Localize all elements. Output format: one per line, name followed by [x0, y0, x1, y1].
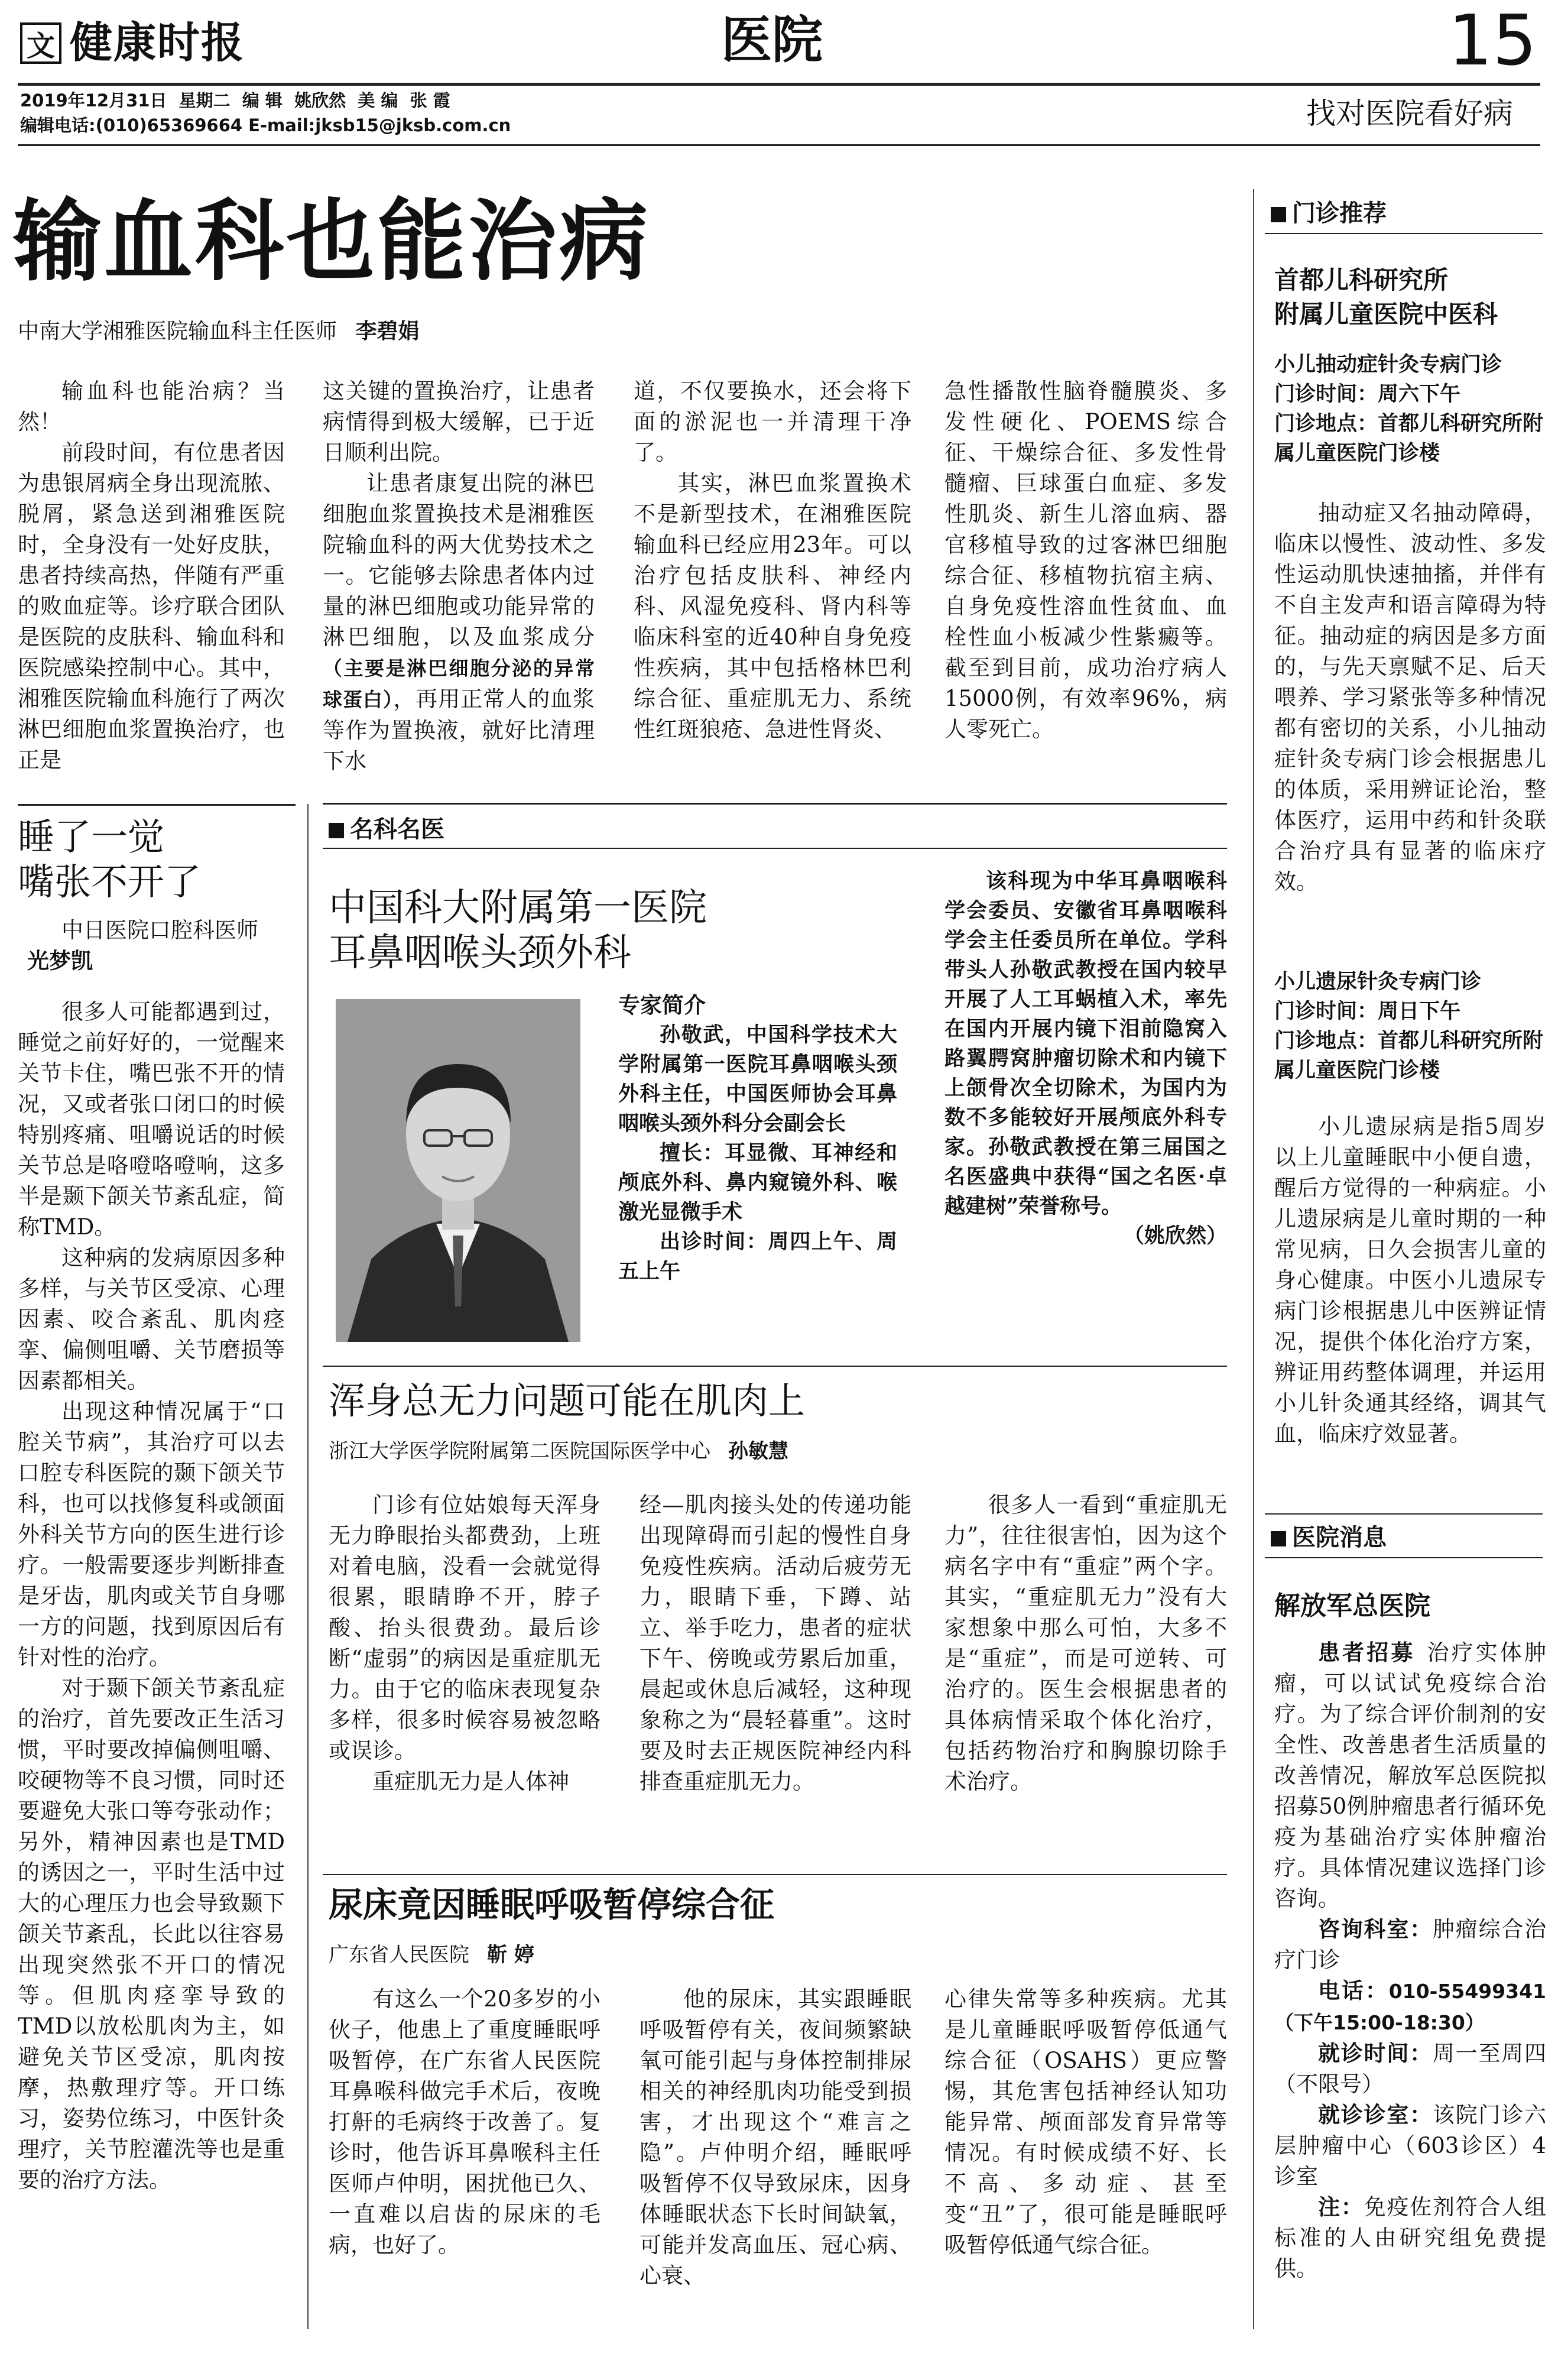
- sidebar-hospital-2: 附属儿童医院中医科: [1274, 300, 1498, 329]
- apnea-col-2: [640, 1984, 911, 2291]
- paragraph: [618, 1227, 897, 1286]
- label: 门诊时间：: [1274, 382, 1378, 406]
- clinic2-time: [1274, 997, 1546, 1026]
- text-run: 让患者康复出院的淋巴细胞血浆置换技术是湘雅医院输血科的两大优势技术之一。它能够去除患者体内过量的淋巴细胞或功能异常的淋巴细胞，以及血浆成分: [323, 471, 595, 650]
- clinic1-title: 小儿抽动症针灸专病门诊: [1274, 353, 1502, 377]
- clinic1-place: [1274, 409, 1546, 468]
- apnea-col-1: [329, 1984, 601, 2261]
- page-number: 15: [1448, 0, 1537, 81]
- square-icon: [329, 823, 344, 838]
- apnea-byline: [329, 1940, 534, 1970]
- byline-org: 广东省人民医院: [329, 1943, 469, 1967]
- square-icon: [1271, 1531, 1286, 1546]
- paragraph: 有这么一个20多岁的小伙子，他患上了重度睡眠呼吸暂停，在广东省人民医院耳鼻喉科做完手术后，夜晚打鼾的毛病终于改善了。复诊时，他告诉耳鼻喉科主任医师卢仲明，困扰他已久、一直难以启齿的尿床的毛病，也好了。: [329, 1986, 601, 2258]
- lead-title: 输血科也能治病: [13, 189, 651, 293]
- paragraph: 很多人一看到“重症肌无力”，往往很害怕，因为这个病名字中有“重症”两个字。其实，“重症肌无力”没有大家想象中那么可怕，大多不是“重症”，而是可逆转、可治疗的。医生会根据患者的具体病情采取个体化治疗，包括药物治疗和胸腺切除手术治疗。: [944, 1492, 1227, 1794]
- jaw-body: [18, 997, 285, 2196]
- paragraph: 心律失常等多种疾病。尤其是儿童睡眠呼吸暂停低通气综合征（OSAHS）更应警惕，其危害包括神经认知功能异常、颅面部发育异常等情况。有时候成绩不好、长不高、多动症、甚至变“丑”了，很可能是睡眠呼吸暂停低通气综合征。: [944, 1986, 1227, 2258]
- famous-label-rule: [323, 848, 1227, 849]
- muscle-col-3: [944, 1490, 1227, 1797]
- lead-col-1: [18, 376, 285, 776]
- paragraph: [1274, 2100, 1546, 2192]
- logo-icon: [20, 22, 61, 64]
- news-section-rule: [1265, 1557, 1543, 1558]
- contact-line: 编辑电话:(010)65369664 E-mail:jksb15@jksb.com.cn: [20, 115, 511, 135]
- byline-org: 中日医院口腔科医师: [61, 917, 258, 943]
- paper-name: 健康时报: [70, 17, 245, 67]
- clinic1-time: [1274, 380, 1546, 409]
- byline-org: 浙江大学医学院附属第二医院国际医学中心: [329, 1439, 710, 1463]
- specialty: 耳显微、耳神经和颅底外科、鼻内窥镜外科、喉激光显微手术: [618, 1141, 897, 1224]
- phone-label: 电话：: [1318, 1978, 1389, 2003]
- paragraph: 抽动症又名抽动障碍，临床以慢性、波动性、多发性运动肌快速抽搐，并伴有不自主发声和语言障碍为特征。抽动症的病因是多方面的，与先天禀赋不足、后天喂养、学习紧张等多种情况都有密切的关系，小儿抽动症针灸专病门诊会根据患儿的体质，采用辨证论治，整体医疗，运用中药和针灸联合治疗具有显著的临床疗效。: [1274, 500, 1546, 894]
- editor-tag: （姚欣然）: [1123, 1224, 1227, 1248]
- clinic2-info: [1274, 967, 1546, 1085]
- value: 首都儿科研究所附属儿童医院门诊楼: [1274, 1029, 1544, 1082]
- famous-title-2: 耳鼻咽喉头颈外科: [329, 931, 631, 975]
- muscle-title: 浑身总无力问题可能在肌肉上: [329, 1379, 806, 1422]
- paragraph: [323, 468, 595, 777]
- square-icon: [1271, 207, 1286, 222]
- byline-name: 李碧娟: [355, 319, 420, 343]
- byline-name: 孙敏慧: [728, 1439, 788, 1463]
- paragraph: [1274, 2038, 1546, 2100]
- portrait-svg: [336, 999, 580, 1342]
- label: 门诊时间：: [1274, 1000, 1378, 1023]
- consult: 肿瘤综合治疗门诊: [1274, 1917, 1547, 1973]
- apnea-col-3: [944, 1984, 1227, 2261]
- consult-label: 咨询科室：: [1318, 1917, 1433, 1942]
- byline-org: 中南大学湘雅医院输血科主任医师: [18, 319, 337, 343]
- paragraph: 小儿遗尿病是指5周岁以上儿童睡眠中小便自遗，醒后方觉得的一种病症。小儿遗尿病是儿童时期的一种常见病，日久会损害儿童的身心健康。中医小儿遗尿专病门诊根据患儿中医辨证情况，提供个体化治疗方案，辨证用药整体调理，并运用小儿针灸通其经络，调其气血，临床疗效显著。: [1274, 1114, 1546, 1447]
- paragraph: 他的尿床，其实跟睡眠呼吸暂停有关，夜间频繁缺氧可能引起与身体控制排尿相关的神经肌肉功能受到损害，才出现这个“难言之隐”。卢仲明介绍，睡眠呼吸暂停不仅导致尿床，因身体睡眠状态下长时间缺氧，可能并发高血压、冠心病、心衰、: [640, 1986, 911, 2288]
- paragraph: [1274, 1638, 1546, 1914]
- section-label: 名科名医: [350, 816, 444, 843]
- clinic-section-rule: [1265, 233, 1543, 234]
- expert-name: 孙敬武，: [660, 1023, 746, 1047]
- logo-char: 文: [26, 29, 55, 63]
- portrait-photo: [336, 999, 580, 1342]
- date-line: 2019年12月31日 星期二 编 辑 姚欣然 美 编 张 霞: [20, 90, 450, 111]
- news-top-rule: [1265, 1513, 1543, 1515]
- expert-label: 专家简介: [618, 993, 706, 1018]
- clinic-section-label: [1271, 199, 1387, 228]
- clinic2-title: 小儿遗尿针灸专病门诊: [1274, 970, 1482, 994]
- muscle-col-2: [640, 1490, 911, 1797]
- visit-room-label: 就诊诊室：: [1318, 2102, 1433, 2128]
- paragraph: [618, 1020, 897, 1139]
- recruit-text: 治疗实体肿瘤，可以试试免疫综合治疗。为了综合评价制剂的安全性、改善患者生活质量的改善情况，解放军总医院拟招募50例肿瘤患者行循环免疫为基础治疗实体肿瘤治疗。具体情况建议选择门诊咨询。: [1274, 1640, 1546, 1911]
- paragraph: [618, 1139, 897, 1227]
- paragraph: 急性播散性脑脊髓膜炎、多发性硬化、POEMS综合征、干燥综合征、多发性骨髓瘤、巨球蛋白血症、多发性肌炎、新生儿溶血病、器官移植导致的过客淋巴细胞综合征、移植物抗宿主病、自身免疫性溶血性贫血、血栓性血小板减少性紫癜等。截至到目前，成功治疗病人15000例，有效率96%，病人零死亡。: [944, 378, 1227, 742]
- clinic2-place: [1274, 1026, 1546, 1085]
- byline-name: 光梦凯: [27, 948, 93, 974]
- muscle-top-rule: [323, 1366, 1227, 1367]
- clinic: 周四上午、周五上午: [618, 1230, 897, 1283]
- clinic2-text: [1274, 1111, 1546, 1450]
- lead-col-2: [323, 376, 595, 777]
- byline-name: 靳 婷: [487, 1943, 534, 1967]
- apnea-title: 尿床竟因睡眠呼吸暂停综合征: [329, 1885, 775, 1925]
- apnea-top-rule: [323, 1874, 1227, 1875]
- section-title: 医院: [721, 10, 823, 70]
- visit-time-label: 就诊时间：: [1318, 2041, 1433, 2066]
- paragraph: 重症肌无力是人体神: [372, 1769, 569, 1794]
- lead-col-3: [634, 376, 911, 745]
- note: 免疫佐剂符合人组标准的人由研究组免费提供。: [1274, 2194, 1547, 2281]
- sidebar-divider: [1253, 189, 1254, 2329]
- paragraph: 对于颞下颌关节紊乱症的治疗，首先要改正生活习惯，平时要改掉偏侧咀嚼、咬硬物等不良习惯，同时还要避免大张口等夸张动作；另外，精神因素也是TMD的诱因之一，平时生活中过大的心理压力也会导致颞下颌关节紊乱，长此以往容易出现突然张不开口的情况等。但肌肉痉挛导致的TMD以放松肌肉为主，如避免关节区受凉，肌肉按摩，热敷理疗等。开口练习，姿势位练习，中医针灸理疗，关节腔灌洗等也是重要的治疗方法。: [18, 1675, 285, 2193]
- news-hospital: 解放军总医院: [1274, 1591, 1430, 1621]
- section-label: 门诊推荐: [1292, 200, 1387, 227]
- famous-right-text: [944, 867, 1227, 1251]
- paragraph: 这种病的发病原因多种多样，与关节区受凉、心理因素、咬合紊乱、肌肉痉挛、偏侧咀嚼、关节磨损等因素都相关。: [18, 1245, 285, 1393]
- clinic1-text: [1274, 498, 1546, 897]
- value: 周六下午: [1378, 382, 1461, 406]
- visit-room: 该院门诊六层肿瘤中心（603诊区）4诊室: [1274, 2102, 1547, 2189]
- paragraph: 门诊有位姑娘每天浑身无力睁眼抬头都费劲，上班对着电脑，没看一会就觉得很累，眼睛睁不开，脖子酸、抬头很费劲。最后诊断“虚弱”的病因是重症肌无力。由于它的临床表现复杂多样，很多时候容易被忽略或误诊。: [329, 1492, 601, 1763]
- paragraph: 前段时间，有位患者因为患银屑病全身出现流脓、脱屑，紧急送到湘雅医院时，全身没有一处好皮肤，患者持续高热，伴随有严重的败血症等。诊疗联合团队是医院的皮肤科、输血科和医院感染控制中心。其中，湘雅医院输血科施行了两次淋巴细胞血浆置换治疗，也正是: [18, 440, 285, 773]
- clinic-label: 出诊时间：: [660, 1230, 768, 1254]
- paragraph: [1274, 1914, 1546, 1976]
- slogan: 找对医院看好病: [1306, 96, 1513, 131]
- jaw-title-1: 睡了一觉: [18, 815, 165, 858]
- expert-bio: 中国科学技术大学附属第一医院耳鼻咽喉头颈外科主任，中国医师协会耳鼻咽喉头颈外科分会副会长: [618, 1023, 897, 1136]
- jaw-byline: [18, 915, 285, 977]
- sidebar-hospital-1: 首都儿科研究所: [1274, 265, 1449, 294]
- specialty-label: 擅长：: [660, 1141, 725, 1165]
- label: 门诊地点：: [1274, 412, 1378, 436]
- note-label: 注：: [1318, 2194, 1364, 2220]
- expert-intro: [618, 991, 897, 1286]
- news-section-label: [1271, 1523, 1387, 1552]
- lead-col-4: [944, 376, 1227, 745]
- jaw-title-2: 嘴张不开了: [18, 860, 202, 903]
- phone: 010-55499341（下午15:00-18:30）: [1274, 1980, 1546, 2034]
- paragraph: 其实，淋巴血浆置换术不是新型技术，在湘雅医院输血科已经应用23年。可以治疗包括皮肤科、神经内科、风湿免疫科、肾内科等临床科室的近40种自身免疫性疾病，其中包括格林巴利综合征、重症肌无力、系统性红斑狼疮、急进性肾炎、: [634, 471, 911, 742]
- paragraph: 输血科也能治病？当然！: [18, 378, 285, 435]
- paragraph: 经—肌肉接头处的传递功能出现障碍而引起的慢性自身免疫性疾病。活动后疲劳无力，眼睛下垂，下蹲、站立、举手吃力，患者的症状下午、傍晚或劳累后加重，晨起或休息后减轻，这种现象称之为“晨轻暮重”。这时要及时去正规医院神经内科排查重症肌无力。: [640, 1492, 911, 1794]
- recruit-label: 患者招募: [1318, 1640, 1416, 1665]
- muscle-byline: [329, 1437, 788, 1466]
- paragraph: 该科现为中华耳鼻咽喉科学会委员、安徽省耳鼻咽喉科学会主任委员所在单位。学科带头人孙敬武教授在国内较早开展了人工耳蜗植入术，率先在国内开展内镜下泪前隐窝入路翼腭窝肿瘤切除术和内镜下上颌骨次全切除术，为国内为数不多能较好开展颅底外科专家。孙敬武教授在第三届国之名医盛典中获得“国之名医·卓越建树”荣誉称号。: [944, 869, 1227, 1218]
- value: 周日下午: [1378, 1000, 1461, 1023]
- paragraph: 出现这种情况属于“口腔关节病”，其治疗可以去口腔专科医院的颞下颌关节科，也可以找修复科或颌面外科关节方向的医生进行诊疗。一般需要逐步判断排查是牙齿，肌肉或关节自身哪一方的问题，找到原因后有针对性的治疗。: [18, 1399, 285, 1670]
- jaw-top-rule: [18, 804, 296, 806]
- visit-time: 周一至周四（不限号）: [1274, 2041, 1547, 2097]
- news-body: [1274, 1638, 1546, 2284]
- jaw-divider: [307, 804, 309, 2329]
- paragraph: [1274, 1976, 1546, 2038]
- section-label: 医院消息: [1292, 1524, 1387, 1551]
- text-run: ，再用正常人的血浆等作为置换液，就好比清理下水: [323, 686, 595, 774]
- paragraph: [1274, 2192, 1546, 2284]
- famous-title-1: 中国科大附属第一医院: [329, 886, 707, 930]
- muscle-col-1: [329, 1490, 601, 1797]
- lead-byline: [18, 317, 419, 346]
- masthead-rule-bottom: [18, 144, 1540, 146]
- text-run: （主要是淋巴细胞分泌的异常球蛋白）: [323, 657, 595, 711]
- famous-top-rule: [323, 803, 1227, 805]
- paragraph: 很多人可能都遇到过，睡觉之前好好的，一觉醒来关节卡住，嘴巴张不开的情况，又或者张口闭口的时候特别疼痛、咀嚼说话的时候关节总是咯噔咯噔响，这多半是颞下颌关节紊乱症，简称TMD。: [18, 999, 285, 1240]
- paragraph: 这关键的置换治疗，让患者病情得到极大缓解，已于近日顺利出院。: [323, 378, 595, 465]
- label: 门诊地点：: [1274, 1029, 1378, 1053]
- masthead-rule: [18, 83, 1540, 86]
- value: 首都儿科研究所附属儿童医院门诊楼: [1274, 411, 1544, 465]
- clinic1-info: [1274, 350, 1546, 468]
- famous-section-label: [329, 815, 444, 844]
- paragraph: 道，不仅要换水，还会将下面的淤泥也一并清理干净了。: [634, 378, 911, 465]
